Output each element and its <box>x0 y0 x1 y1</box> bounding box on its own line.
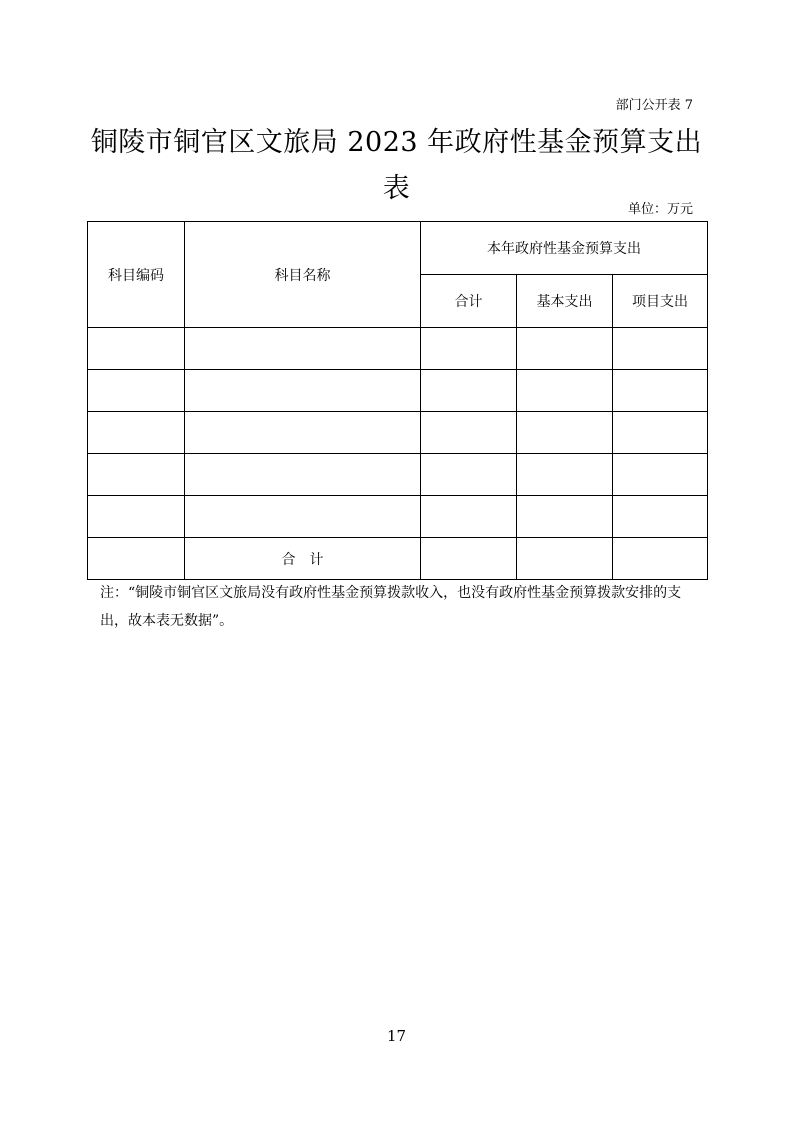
header-subject-code: 科目编码 <box>88 222 185 328</box>
header-group: 本年政府性基金预算支出 <box>421 222 708 275</box>
header-row-1 <box>88 222 708 275</box>
title-line-2: 表 <box>382 173 411 204</box>
table-row <box>88 454 708 496</box>
table-row <box>88 370 708 412</box>
header-project: 项目支出 <box>613 275 708 328</box>
total-row <box>88 538 708 580</box>
unit-label: 单位：万元 <box>627 202 693 217</box>
page-number: 17 <box>386 1027 407 1045</box>
table-row <box>88 412 708 454</box>
header-total: 合计 <box>421 275 517 328</box>
table-row <box>88 328 708 370</box>
doc-label: 部门公开表 7 <box>615 98 693 113</box>
header-basic: 基本支出 <box>517 275 613 328</box>
title-line-1: 铜陵市铜官区文旅局 2023 年政府性基金预算支出 <box>90 127 703 158</box>
note-text: 注：“铜陵市铜官区文旅局没有政府性基金预算拨款收入，也没有政府性基金预算拨款安排的支出，故本表无数据”。 <box>100 585 682 629</box>
total-label: 合计 <box>185 538 421 580</box>
page-title <box>90 120 703 212</box>
table-row <box>88 496 708 538</box>
header-subject-name: 科目名称 <box>185 222 421 328</box>
budget-table <box>87 221 708 580</box>
